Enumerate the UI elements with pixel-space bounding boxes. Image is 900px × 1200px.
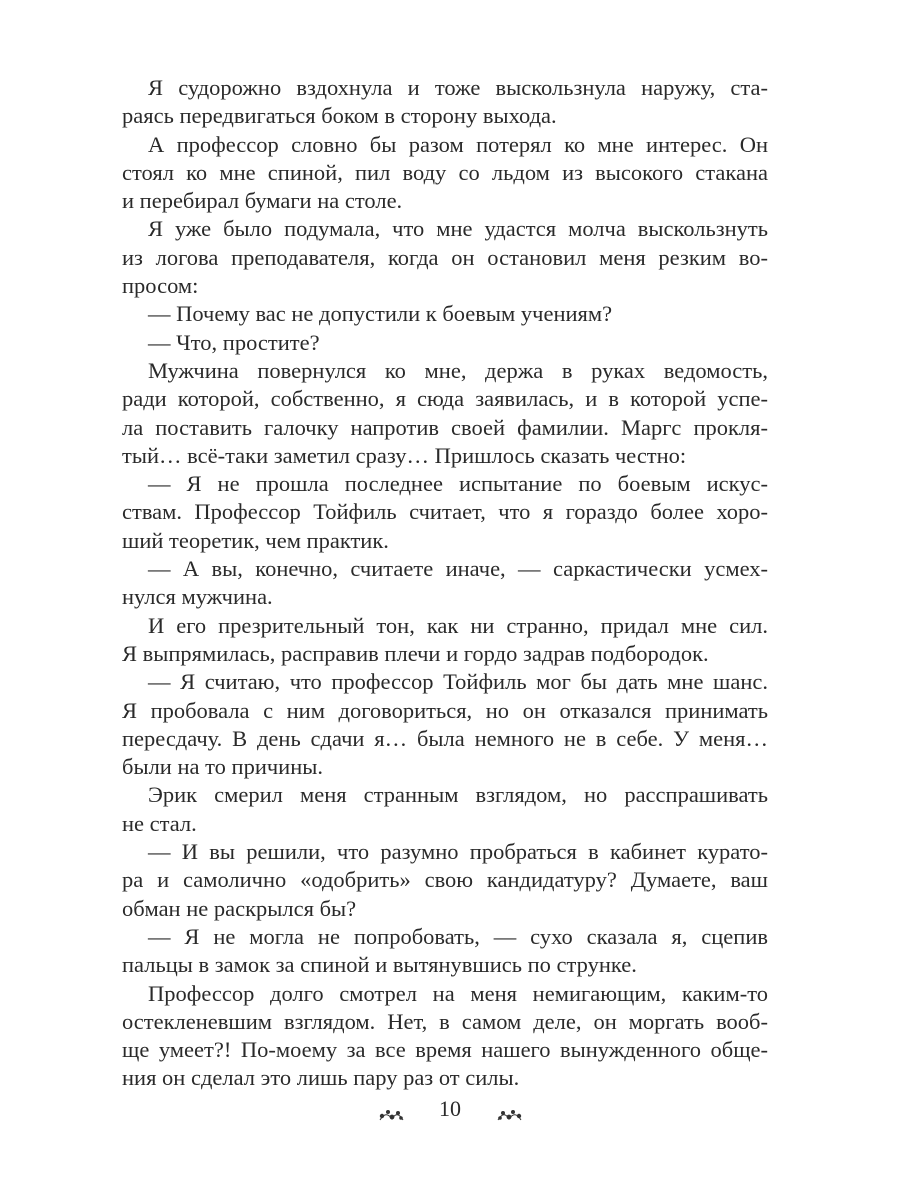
page-body-text: [122, 74, 768, 1093]
paragraph: [122, 300, 768, 328]
text-line: ра и самолично «одобрить» свою кандидатуру? Думаете, ваш: [122, 867, 768, 893]
paragraph: [122, 612, 768, 669]
text-line: Я уже было подумала, что мне удастся молча выскользнуть: [148, 216, 768, 242]
text-line: — Я не прошла последнее испытание по боевым искус-: [148, 471, 768, 497]
text-line: пальцы в замок за спиной и вытянувшись по струнке.: [122, 952, 637, 978]
text-line: нулся мужчина.: [122, 584, 273, 610]
text-line: — А вы, конечно, считаете иначе, — саркастически усмех-: [148, 556, 768, 582]
text-line: Я выпрямилась, расправив плечи и гордо задрав подбородок.: [122, 640, 709, 666]
paragraph: [122, 470, 768, 555]
text-line: — Почему вас не допустили к боевым учениям?: [148, 301, 613, 327]
text-line: обман не раскрылся бы?: [122, 895, 357, 921]
text-line: ния он сделал это лишь пару раз от силы.: [122, 1065, 520, 1091]
text-line: Эрик смерил меня странным взглядом, но расспрашивать: [148, 782, 768, 808]
text-line: Профессор долго смотрел на меня немигающим, каким-то: [148, 980, 768, 1006]
paragraph: [122, 357, 768, 470]
text-line: стоял ко мне спиной, пил воду со льдом из высокого стакана: [122, 159, 768, 185]
text-line: из логова преподавателя, когда он остановил меня резким во-: [122, 244, 768, 270]
text-line: А профессор словно бы разом потерял ко мне интерес. Он: [148, 131, 768, 157]
page-number: 10: [439, 1095, 461, 1121]
text-line: — Что, простите?: [148, 329, 320, 355]
text-line: раясь передвигаться боком в сторону выхода.: [122, 103, 557, 129]
floral-ornament-right-icon: [497, 1102, 523, 1116]
text-line: И его презрительный тон, как ни странно, придал мне сил.: [148, 612, 768, 638]
text-line: остекленевшим взглядом. Нет, в самом деле, он моргать вооб-: [122, 1008, 768, 1034]
page-footer: [0, 1094, 900, 1122]
paragraph: [122, 329, 768, 357]
text-line: Мужчина повернулся ко мне, держа в руках ведомость,: [148, 357, 768, 383]
text-line: и перебирал бумаги на столе.: [122, 188, 403, 214]
floral-ornament-left-icon: [378, 1102, 404, 1116]
paragraph: [122, 923, 768, 980]
text-line: просом:: [122, 273, 199, 299]
text-line: — Я считаю, что профессор Тойфиль мог бы дать мне шанс.: [148, 669, 768, 695]
text-line: ла поставить галочку напротив своей фамилии. Маргс прокля-: [122, 414, 768, 440]
paragraph: [122, 838, 768, 923]
paragraph: [122, 131, 768, 216]
text-line: пересдачу. В день сдачи я… была немного не в себе. У меня…: [122, 725, 768, 751]
paragraph: [122, 215, 768, 300]
paragraph: [122, 74, 768, 131]
paragraph: [122, 668, 768, 781]
text-line: ствам. Профессор Тойфиль считает, что я гораздо более хоро-: [122, 499, 768, 525]
text-line: ще умеет?! По-моему за все время нашего вынужденного обще-: [122, 1037, 768, 1063]
paragraph: [122, 980, 768, 1093]
text-line: — И вы решили, что разумно пробраться в кабинет курато-: [148, 839, 768, 865]
paragraph: [122, 781, 768, 838]
text-line: ради которой, собственно, я сюда заявилась, и в которой успе-: [122, 386, 768, 412]
text-line: были на то причины.: [122, 754, 323, 780]
text-line: не стал.: [122, 810, 197, 836]
text-line: Я судорожно вздохнула и тоже выскользнула наружу, ста-: [148, 75, 768, 100]
text-line: тый… всё-таки заметил сразу… Пришлось сказать честно:: [122, 442, 687, 468]
paragraph: [122, 555, 768, 612]
text-line: Я пробовала с ним договориться, но он отказался принимать: [122, 697, 768, 723]
text-line: ший теоретик, чем практик.: [122, 527, 389, 553]
text-line: — Я не могла не попробовать, — сухо сказала я, сцепив: [148, 923, 768, 949]
